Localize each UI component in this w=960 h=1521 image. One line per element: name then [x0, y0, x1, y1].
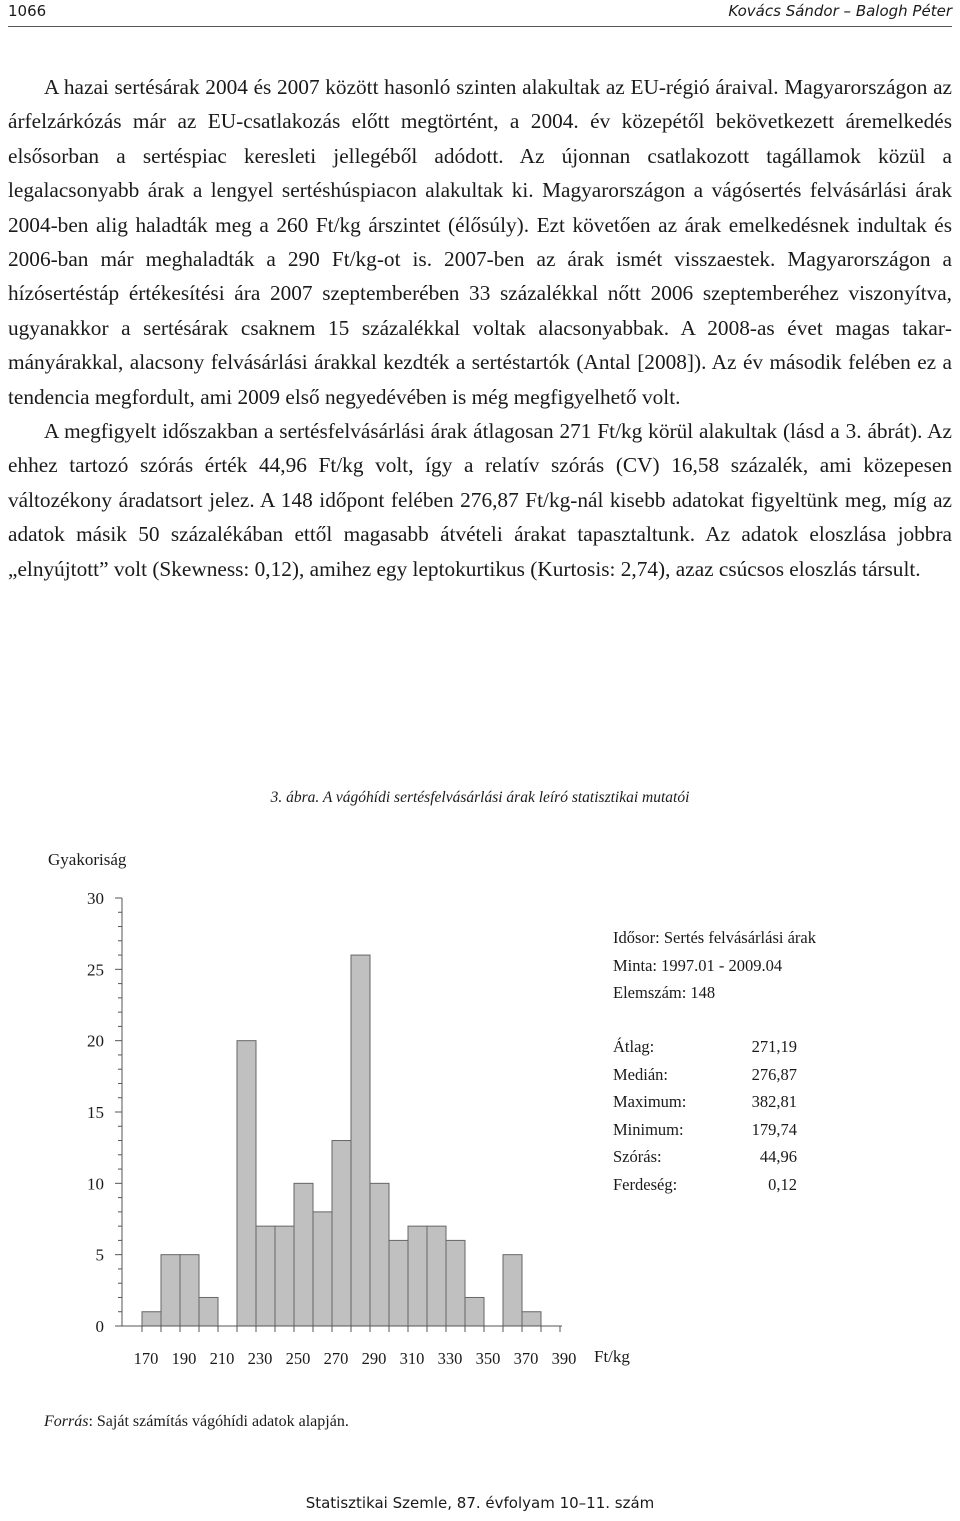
- histogram-bar: [142, 1312, 161, 1326]
- histogram-bar: [446, 1240, 465, 1326]
- x-tick-label: 210: [209, 1349, 235, 1368]
- stats-row: [613, 1116, 797, 1144]
- stats-label: Minimum:: [613, 1119, 684, 1139]
- paragraph-1: A hazai sertésárak 2004 és 2007 között hasonló szinten alakultak az EU-régió áraival. Magyarországon az árfelzárkózás már az EU-csatlakozás előtt megtörtént, a 2004. év közepétől bekövetkezett áremelkedés elsősorban a sertéspiac keresleti jellegéből adódott. Az újonnan csatlakozott tagállamok közül a legalacsonyabb árak a lengyel sertéshúspiacon alakultak ki. Magyarországon a vágósertés felvásárlási árak 2004-ben alig haladták meg a 260 Ft/kg árszintet (élősúly). Ezt követően az árak emelkedésnek indultak és 2006-ban már meghaladták a 290 Ft/kg-ot is. 2007-ben az árak ismét visszaestek. Magyarországon a hízósertéstáp értékesítési ára 2007 szeptemberében 33 százalékkal nőtt 2006 szeptemberéhez viszonyítva, ugyanakkor a sertésárak csaknem 15 százalékkal voltak alacsonyabbak. A 2008-as évet magas takarmányárakkal, alacsony felvásárlási árakkal kezdték a sertéstartók (Antal [2008]). Az év második felében ez a tendencia megfordult, ami 2009 első negyedévében is még megfigyelhető volt.: [8, 75, 952, 409]
- histogram-bar: [237, 1041, 256, 1326]
- stats-label: Medián:: [613, 1064, 668, 1084]
- histogram-bar: [199, 1297, 218, 1326]
- y-tick-label: 5: [95, 1245, 104, 1265]
- histogram-bar: [332, 1141, 351, 1326]
- x-tick-label: 250: [285, 1349, 311, 1368]
- stats-row: [613, 1061, 797, 1089]
- stats-row: [613, 1033, 797, 1061]
- figure-title: A vágóhídi sertésfelvásárlási árak leíró statisztikai mutatói: [322, 789, 690, 806]
- stats-label: Átlag:: [613, 1037, 655, 1056]
- x-tick-label: 230: [247, 1349, 273, 1368]
- y-axis-title: Gyakoriság: [48, 850, 127, 869]
- x-tick-label: 170: [133, 1349, 159, 1368]
- running-head-authors: Kovács Sándor – Balogh Péter: [728, 2, 952, 20]
- paragraph-2: A megfigyelt időszakban a sertésfelvásárlási árak átlagosan 271 Ft/kg körül alakultak (lásd a 3. ábrát). Az ehhez tartozó szórás érték 44,96 Ft/kg volt, így a relatív szórás (CV) 16,58 százalék, ami közepesen változékony áradatsort jelez. A 148 időpont felében 276,87 Ft/kg-nál kisebb adatokat figyeltünk meg, míg az adatok másik 50 százalékában ettől magasabb átvételi árakat tapasztaltunk. Az adatok eloszlása jobbra „elnyújtott” volt (Skewness: 0,12), amihez egy leptokurtikus (Kurtosis: 2,74), azaz csúcsos eloszlás társult.: [8, 419, 952, 581]
- histogram-bar: [465, 1297, 484, 1326]
- x-tick-label: 290: [361, 1349, 387, 1368]
- histogram-bar: [427, 1226, 446, 1326]
- stats-summary: [613, 924, 816, 1007]
- stats-value: 271,19: [751, 1037, 797, 1056]
- histogram-bar: [522, 1312, 541, 1326]
- histogram-bar: [256, 1226, 275, 1326]
- stats-sample: Minta: 1997.01 - 2009.04: [613, 955, 783, 975]
- histogram-bar: [275, 1226, 294, 1326]
- stats-row: [613, 1171, 797, 1199]
- stats-value: 0,12: [768, 1174, 797, 1194]
- x-tick-label: 310: [399, 1349, 425, 1368]
- x-tick-label: 270: [323, 1349, 349, 1368]
- histogram-bar: [180, 1255, 199, 1326]
- stats-value: 44,96: [759, 1147, 797, 1166]
- y-tick-label: 25: [87, 960, 104, 980]
- histogram-bar: [389, 1240, 408, 1326]
- page-footer: Statisztikai Szemle, 87. évfolyam 10–11. szám: [305, 1494, 655, 1512]
- histogram-bar: [503, 1255, 522, 1326]
- histogram-bar: [313, 1212, 332, 1326]
- figure-source: [44, 1413, 349, 1431]
- x-tick-label: 350: [475, 1349, 501, 1368]
- y-tick-label: 20: [87, 1031, 104, 1051]
- figure-number: 3. ábra.: [270, 789, 320, 806]
- x-axis-title: Ft/kg: [594, 1347, 630, 1366]
- x-tick-label: 330: [437, 1349, 463, 1368]
- stats-label: Maximum:: [613, 1092, 687, 1111]
- histogram-bar: [370, 1183, 389, 1326]
- stats-series: Idősor: Sertés felvásárlási árak: [613, 928, 816, 947]
- stats-value: 179,74: [751, 1119, 797, 1139]
- stats-value: 382,81: [751, 1092, 797, 1111]
- stats-row: [613, 1143, 797, 1171]
- stats-label: Ferdeség:: [613, 1174, 678, 1194]
- stats-row: [613, 1088, 797, 1116]
- stats-table: [613, 1033, 797, 1198]
- y-tick-label: 15: [87, 1103, 104, 1122]
- page-number: 1066: [8, 2, 47, 20]
- source-text: : Saját számítás vágóhídi adatok alapján.: [88, 1413, 349, 1430]
- histogram-bar: [161, 1255, 180, 1326]
- x-tick-label: 370: [513, 1349, 539, 1368]
- stats-label: Szórás:: [613, 1147, 662, 1166]
- histogram-bar: [408, 1226, 427, 1326]
- histogram-bar: [294, 1183, 313, 1326]
- y-tick-label: 0: [95, 1317, 104, 1336]
- stats-value: 276,87: [751, 1064, 797, 1084]
- x-tick-label: 190: [171, 1349, 197, 1368]
- histogram-bar: [351, 955, 370, 1326]
- x-tick-label: 390: [551, 1349, 577, 1368]
- y-tick-label: 10: [87, 1174, 104, 1194]
- stats-count: Elemszám: 148: [613, 983, 716, 1002]
- y-tick-label: 30: [87, 889, 104, 908]
- source-label: Forrás: [44, 1413, 89, 1430]
